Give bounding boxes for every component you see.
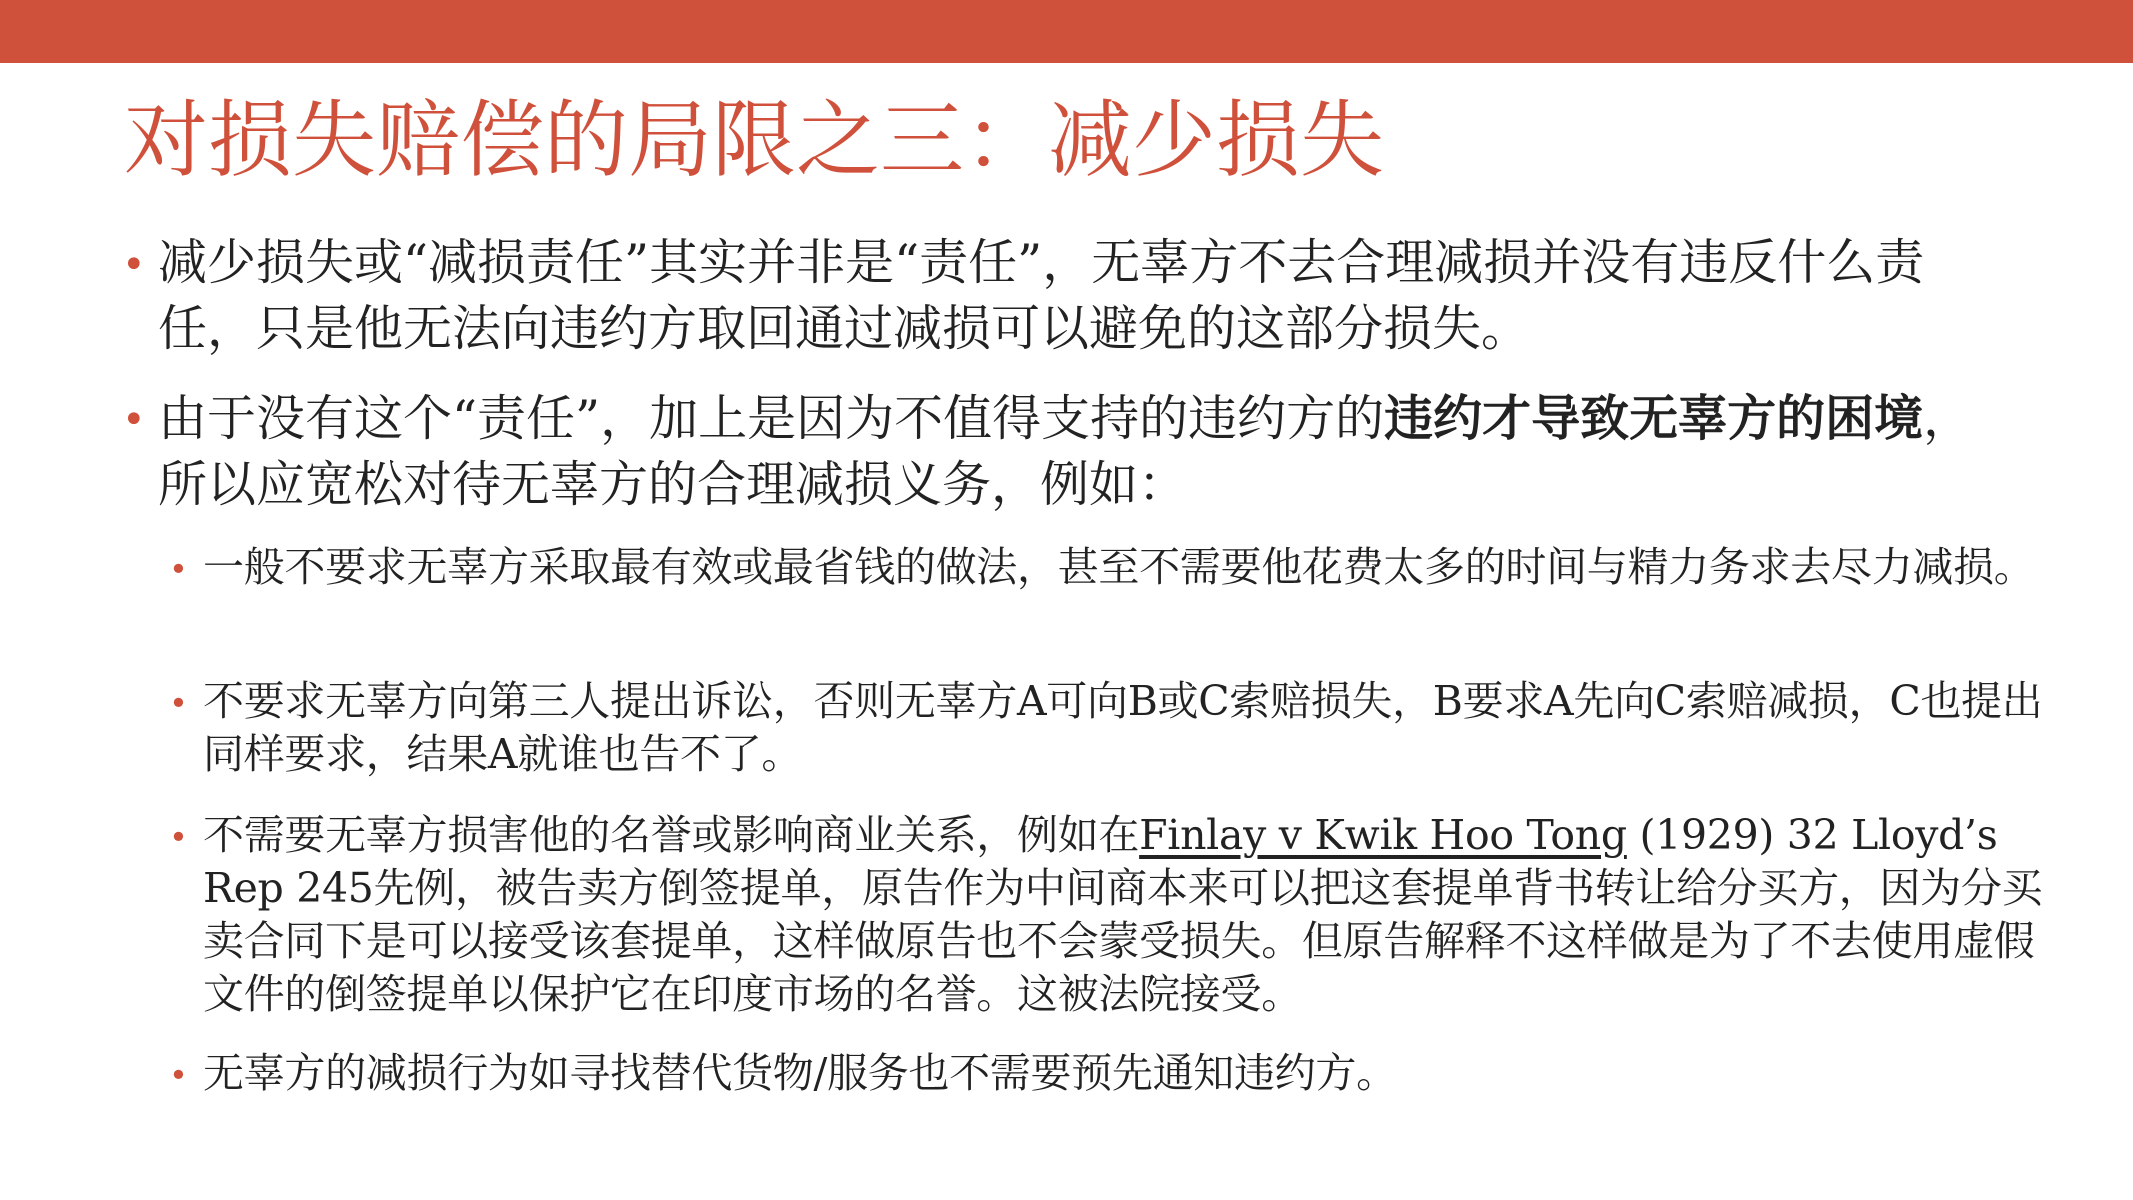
bullet-item <box>122 385 2013 518</box>
bullet-text: 由于没有这个“责任”，加上是因为不值得支持的违约方的违约才导致无辜方的困境，所以应宽松对待无辜方的合理减损义务，例如： <box>158 389 1973 513</box>
bullet-dot-icon: • <box>122 242 146 288</box>
bullet-dot-icon: • <box>122 397 146 443</box>
slide-title: 对损失赔偿的局限之三：减少损失 <box>124 91 1385 189</box>
emphasis-text: 违约才导致无辜方的困境 <box>1384 389 1924 447</box>
sub-bullet-item <box>169 1047 2043 1100</box>
bullet-dot-icon: • <box>169 1056 188 1094</box>
sub-bullet-item <box>169 809 2043 1021</box>
case-name-link[interactable]: Finlay v Kwik Hoo Tong <box>1139 811 1627 859</box>
sub-bullet-text: 一般不要求无辜方采取最有效或最省钱的做法，甚至不需要他花费太多的时间与精力务求去尽力减损。 <box>203 543 2035 591</box>
sub-bullet-text: 无辜方的减损行为如寻找替代货物/服务也不需要预先通知违约方。 <box>203 1049 1397 1097</box>
bullet-dot-icon: • <box>169 818 188 856</box>
bullet-dot-icon: • <box>169 550 188 588</box>
sub-bullet-item <box>169 541 2043 594</box>
top-accent-bar <box>0 0 2133 63</box>
sub-bullet-text: 不要求无辜方向第三人提出诉讼，否则无辜方A可向B或C索赔损失，B要求A先向C索赔减损，C也提出同样要求，结果A就谁也告不了。 <box>203 677 2043 778</box>
bullet-item <box>122 230 2013 362</box>
sub-bullet-text: 不需要无辜方损害他的名誉或影响商业关系，例如在Finlay v Kwik Hoo Tong (1929) 32 Lloyd’s Rep 245先例，被告卖方倒签提单，原告作为中间商本来可以把这套提单背书转让给分买方，因为分买卖合同下是可以接受该套提单，这样做原告也不会蒙受损失。但原告解释不这样做是为了不去使用虚假文件的倒签提单以保护它在印度市场的名誉。这被法院接受。 <box>203 811 2043 1018</box>
sub-bullet-item <box>169 675 2043 781</box>
bullet-dot-icon: • <box>169 684 188 722</box>
bullet-text: 减少损失或“减损责任”其实并非是“责任”，无辜方不去合理减损并没有违反什么责任，只是他无法向违约方取回通过减损可以避免的这部分损失。 <box>158 234 1925 357</box>
